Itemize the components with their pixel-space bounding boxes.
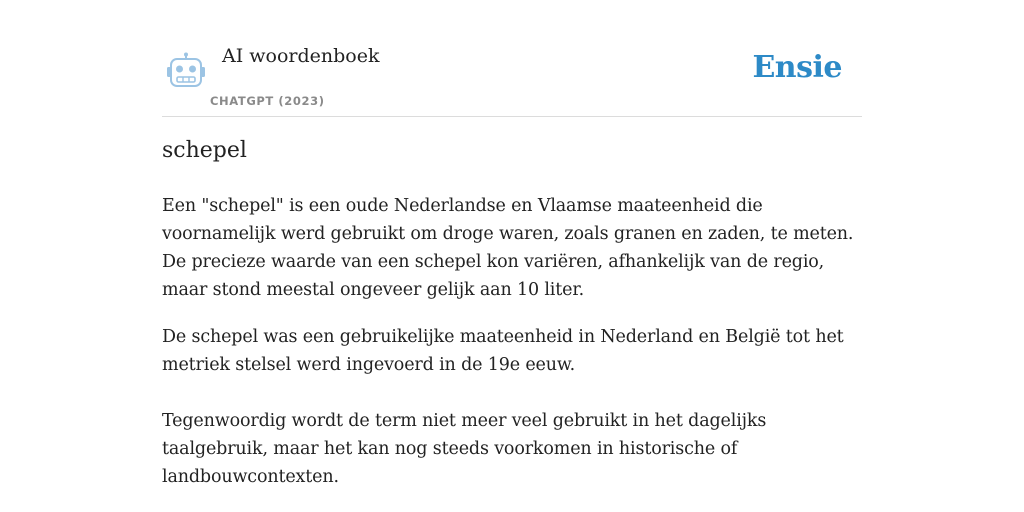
entry-header [162,0,862,117]
definition-paragraph: Tegenwoordig wordt de term niet meer veel gebruikt in het dagelijks taalgebruik, maar het kan nog steeds voorkomen in historische of landbouwcontexten. [162,411,767,487]
dictionary-title[interactable]: AI woordenboek [222,45,380,67]
dictionary-entry-card [162,0,862,512]
entry-word: schepel [162,138,247,163]
ensie-logo[interactable]: Ensie [752,50,842,85]
source-label: CHATGPT (2023) [210,94,325,108]
definition-paragraph: De schepel was een gebruikelijke maateenheid in Nederland en België tot het metriek stelsel werd ingevoerd in de 19e eeuw. [162,327,844,375]
definition-paragraph: Een "schepel" is een oude Nederlandse en Vlaamse maateenheid die voornamelijk werd gebruikt om droge waren, zoals granen en zaden, te meten. De precieze waarde van een schepel kon variëren, afhankelijk van de regio, maar stond meestal ongeveer gelijk aan 10 liter. [162,196,854,300]
robot-icon [166,52,206,88]
entry-definition [162,192,862,491]
